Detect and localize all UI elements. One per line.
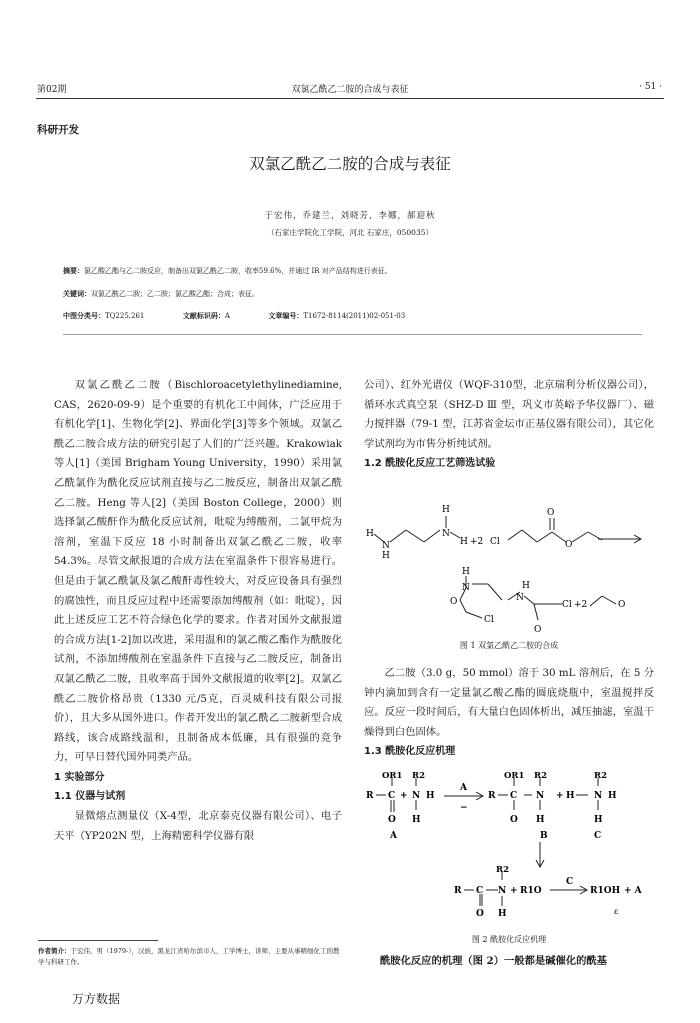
footnote-text: 于宏伟，男（1979-），汉族，黑龙江省哈尔滨市人，工学博士，讲师，主要从事精细化工的教学与科研工作。: [38, 947, 340, 966]
right-column-mid: [364, 664, 654, 762]
fig1-h-top: H: [442, 505, 450, 515]
fig2-n-b: N: [536, 791, 545, 801]
fig2-o-b: O: [510, 815, 518, 825]
fig2-r-b: R: [488, 791, 496, 801]
fig1-h-right: H: [460, 537, 468, 547]
svg-text:C: C: [476, 886, 484, 896]
fig2-label-c: C: [594, 831, 602, 841]
svg-text:C: C: [388, 791, 396, 801]
fig1-h-left: H: [366, 529, 374, 539]
mechanism-last-line: 酰胺化反应的机理（图 2）一般都是碱催化的酰基: [380, 955, 607, 967]
doc-code-value: A: [224, 312, 230, 320]
paper-title: 双氯乙酰乙二胺的合成与表征: [249, 155, 451, 173]
footnote-label: 作者简介：: [38, 947, 71, 955]
header-rule: [36, 98, 664, 99]
fig2-or1-b: OR1: [504, 771, 525, 781]
fig2-h-a: H: [426, 791, 435, 801]
running-title: 双氯乙酰乙二胺的合成与表征: [291, 85, 409, 95]
instruments-continued: 公司）、红外光谱仪（WQF-310型，北京瑞利分析仪器公司），循环水式真空泵（SHZ-D Ⅲ 型，巩义市英峪予华仪器厂）、磁力搅拌器（79-1 型，江苏省金坛市正基仪器有限公司），其它化学试剂均为市售分析纯试剂。: [364, 379, 654, 450]
procedure-paragraph: 乙二胺（3.0 g，50 mmol）溶于 30 mL 溶剂后，在 5 分钟内滴加到含有一定量氯乙酸乙酯的圆底烧瓶中，室温搅拌反应。反应一段时间后，有大量白色固体析出，减压抽滤，室温干燥得到白色固体。: [364, 667, 654, 738]
abstract-text: 氯乙酸乙酯与乙二胺反应，制备出双氯乙酰乙二胺，收率59.6%，并通过 IR 对产品结构进行表征。: [84, 267, 392, 275]
clc-value: TQ225.261: [105, 312, 145, 320]
fig1-cl-product-left: Cl: [484, 615, 494, 625]
fig2-r2-a: R2: [412, 771, 425, 781]
fig2-arrow-label-a: A: [460, 783, 467, 793]
article-number-label: 文章编号：: [268, 312, 304, 320]
fig1-n-product: N: [462, 583, 470, 593]
figure-2-caption: 图 2 酰胺化反应机理: [471, 935, 547, 944]
doc-code-label: 文献标识码：: [182, 312, 225, 320]
fig2-r2-b: R2: [534, 771, 547, 781]
abstract-label: 摘要：: [63, 267, 84, 275]
fig2-r-a: R: [366, 791, 374, 801]
fig2-h-c-3: H: [594, 815, 603, 825]
section-label: 科研开发: [37, 124, 79, 136]
clc-label: 中图分类号：: [63, 312, 105, 320]
heading-instruments: 1.1 仪器与试剂: [54, 791, 126, 803]
fig1-o-ester: O: [565, 540, 573, 550]
fig2-o-a: O: [388, 815, 396, 825]
abstract: [63, 264, 643, 278]
keywords-text: 双氯乙酰乙二胺；乙二胺；氯乙酸乙酯；合成；表征。: [91, 290, 259, 298]
heading-experimental: 1 实验部分: [54, 771, 105, 783]
abstract-rule: [63, 334, 642, 335]
figure-2-mechanism: [364, 766, 659, 926]
fig2-plus-b: +: [556, 791, 564, 801]
footnote-rule: [38, 940, 158, 941]
fig2-h-a-2: H: [412, 815, 421, 825]
intro-paragraph: 双氯乙酰乙二胺（Bischloroacetylethylinediamine, CAS，2620-09-9）是个重要的有机化工中间体，广泛应用于有机化学[1]、生物化学[2]、界面化学[3]等多个领域。双氯乙酰乙二胺合成方法的研究引起了人们的广泛兴趣。Krakowiak 等人[1]（美国 Brigham Young University，1990）采用氯乙酰氯作为酰化反应试剂直接与乙二胺反应，制备出双氯乙酰乙二胺。Heng 等人[2]（美国 Boston College，2000）则选择氯乙酸酐作为酰化反应试剂，吡啶为缚酸剂，二氯甲烷为溶剂，室温下反应 18 小时制备出双氯乙酰乙二胺，收率 54.3%。尽管文献报道的合成方法在室温条件下很容易进行。但是由于氯乙酰氯及氯乙酸酐毒性较大，对反应设备具有强烈的腐蚀性，而且反应过程中还需要添加缚酸剂（如：吡啶），因此上述反应工艺不符合绿色化学的要求。作者对国外文献报道的合成方法[1-2]加以改进，采用温和的氯乙酸乙酯作为酰胺化试剂，不添加缚酸剂在室温条件下直接与乙二胺反应，制备出双氯乙酰乙二胺，且收率高于国外文献报道的收率[2]。双氯乙酰乙二胺价格昂贵（1330 元/5克，百灵威科技有限公司报价），且大多从国外进口。作者开发出的氯乙酰乙二胺新型合成路线，该合成路线温和，且制备成本低廉，具有很强的竞争力，可早日替代国外同类产品。: [54, 379, 342, 764]
fig1-h-product: H: [462, 567, 470, 577]
fig1-n-left: N: [382, 541, 390, 551]
issue-number: 第02期: [37, 85, 67, 95]
fig2-r1oh: R1OH: [590, 886, 621, 896]
fig1-h-left-2: H: [382, 551, 390, 561]
fig2-n-d: N: [498, 886, 507, 896]
fig1-plus-two-after: +2: [574, 600, 588, 610]
figure-1-caption: 图 1 双氯乙酰乙二胺的合成: [459, 641, 559, 650]
fig1-o-product-right: O: [534, 625, 542, 635]
fig1-o-byproduct: O: [618, 600, 626, 610]
affiliation: （石家庄学院化工学院，河北 石家庄，050035）: [266, 228, 433, 237]
fig2-plus-a-product: + A: [624, 886, 642, 896]
keywords-label: 关键词：: [63, 290, 91, 298]
fig2-n-a: N: [412, 791, 421, 801]
fig2-h-c: H: [566, 791, 575, 801]
fig2-h-c-2: H: [608, 791, 617, 801]
fig1-h-product-right: H: [522, 581, 530, 591]
fig2-plus-d: +: [510, 886, 518, 896]
fig2-h-b: H: [536, 815, 545, 825]
fig2-r2-c: R2: [594, 771, 607, 781]
article-number-value: T1672-8114(2011)02-051-03: [303, 312, 406, 320]
figure-1-scheme: [362, 500, 657, 638]
fig1-n-right: N: [442, 529, 450, 539]
right-column-top: [364, 376, 654, 474]
fig2-r2-d: R2: [496, 865, 509, 875]
fig2-r1o: R1O: [520, 886, 542, 896]
classification-line: [63, 309, 643, 323]
fig2-plus-a: +: [400, 791, 408, 801]
author-list: 于宏伟，乔建兰，刘晓芳，李娜，郝迎秋: [264, 211, 436, 221]
fig1-o-product-left: O: [450, 597, 458, 607]
fig2-o-d: O: [476, 909, 484, 919]
fig2-n-c: N: [594, 791, 603, 801]
page-number: · 51 ·: [639, 82, 662, 92]
fig1-n-product-right: N: [516, 593, 524, 603]
left-column: [54, 376, 342, 846]
fig2-r-d: R: [454, 886, 462, 896]
fig1-o-carbonyl: O: [547, 508, 555, 518]
wanfang-watermark: 万方数据: [72, 992, 121, 1006]
instruments-paragraph: 显微熔点测量仪（X-4型，北京泰克仪器有限公司）、电子天平（YP202N 型，上海精密科学仪器有限: [54, 810, 342, 842]
fig2-epsilon-mark: ε: [614, 907, 619, 916]
fig1-plus-two: +2: [470, 537, 484, 547]
fig1-cl-product-right: Cl: [562, 600, 572, 610]
heading-mechanism: 1.3 酰胺化反应机理: [364, 746, 456, 758]
heading-screening: 1.2 酰胺化反应工艺筛选试验: [364, 458, 496, 470]
fig2-or1-a: OR1: [382, 771, 403, 781]
fig2-h-d: H: [498, 909, 507, 919]
svg-text:C: C: [510, 791, 518, 801]
fig1-cl-reagent: Cl: [490, 537, 500, 547]
author-footnote: [38, 946, 343, 968]
keywords: [63, 287, 643, 301]
fig2-label-a: A: [390, 831, 397, 841]
fig2-arrow-label-c: C: [566, 877, 574, 887]
fig2-arrow-minus: −: [460, 803, 468, 813]
fig2-label-b: B: [540, 831, 548, 841]
